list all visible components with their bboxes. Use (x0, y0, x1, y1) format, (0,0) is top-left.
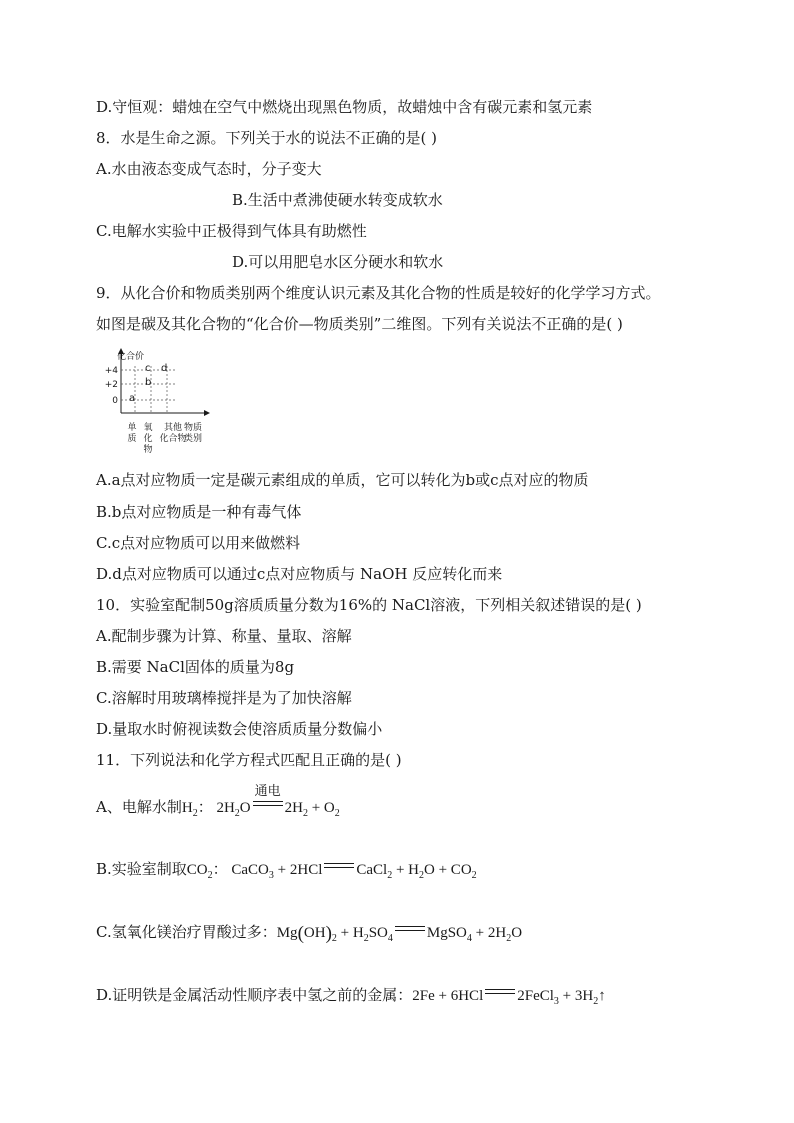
q10-option-c: C.溶解时用玻璃棒搅拌是为了加快溶解 (96, 689, 352, 707)
point-label-d: d (161, 363, 168, 374)
question-10: 10．实验室配制50g溶质质量分数为16%的 NaCl溶液，下列相关叙述错误的是( ) (96, 596, 642, 614)
q9-option-a: A.a点对应物质一定是碳元素组成的单质，它可以转化为b或c点对应的物质 (96, 471, 589, 489)
q11-option-c: C.氢氧化镁治疗胃酸过多：$Mg(OH)_2 + H_2SO_4$ MgSO$_4$ + $2H_2O$ (96, 923, 523, 944)
chart-x-categories (127, 421, 186, 455)
q9-option-d: D.d点对应物质可以通过c点对应物质与 NaOH 反应转化而来 (96, 565, 503, 583)
q11-a-condition: 通电 (254, 784, 281, 799)
q11-option-b: B.实验室制取$CO_2$： CaCO$_3$ + 2HCl CaCl$_2$ + $H_2O + CO_2$ (96, 860, 477, 881)
q11-b-label: B.实验室制取 (96, 860, 187, 878)
q8-option-b: B.生活中煮沸使硬水转变成软水 (232, 191, 443, 209)
y-tick-label: +4 (104, 366, 118, 376)
question-9: 9．从化合价和物质类别两个维度认识元素及其化合物的性质是较好的化学学习方式。 (96, 284, 661, 302)
valence-category-chart (100, 348, 215, 456)
q9-option-b: B.b点对应物质是一种有毒气体 (96, 503, 302, 521)
q8-option-c: C.电解水实验中正极得到气体具有助燃性 (96, 222, 367, 240)
question-9-cont: 如图是碳及其化合物的“化合价—物质类别”二维图。下列有关说法不正确的是( ) (96, 315, 623, 333)
y-tick-label: +2 (104, 380, 118, 390)
point-label-a: a (129, 393, 136, 404)
x-axis-arrow-icon (204, 410, 210, 416)
chart-y-ticks (105, 366, 119, 406)
chart-xlabel-bottom: 类别 (184, 434, 203, 444)
point-label-b: b (145, 377, 152, 388)
q8-option-d: D.可以用肥皂水区分硬水和软水 (232, 253, 444, 271)
point-label-c: c (145, 363, 151, 374)
y-tick-label: 0 (112, 396, 118, 406)
q11-option-a: A、电解水制$H_2$： $2H_2O$ 通电 $2H_2 + O_2$ (96, 796, 340, 825)
option-d-q7: D.守恒观：蜡烛在空气中燃烧出现黑色物质，故蜡烛中含有碳元素和氢元素 (96, 98, 593, 116)
x-category-label: 其他化合物 (159, 423, 187, 444)
q9-option-c: C.c点对应物质可以用来做燃料 (96, 534, 301, 552)
q11-c-label: C.氢氧化镁治疗胃酸过多： (96, 923, 277, 941)
x-category-label: 氧化物 (143, 423, 153, 455)
q11-d-label: D.证明铁是金属活动性顺序表中氢之前的金属： (96, 986, 413, 1004)
question-8: 8．水是生命之源。下列关于水的说法不正确的是( ) (96, 129, 438, 147)
q11-a-label: A、电解水制 (96, 798, 182, 816)
q11-option-d: D.证明铁是金属活动性顺序表中氢之前的金属：2Fe + 6HCl 2FeCl$_3$ + $3H_2↑$ (96, 986, 606, 1007)
q10-option-b: B.需要 NaCl固体的质量为8g (96, 658, 295, 676)
x-category-label: 单质 (127, 423, 137, 444)
chart-ylabel: 化合价 (117, 352, 145, 362)
question-11: 11．下列说法和化学方程式匹配且正确的是( ) (96, 751, 402, 769)
q10-option-d: D.量取水时俯视读数会使溶质质量分数偏小 (96, 720, 383, 738)
chart-xlabel-top: 物质 (184, 423, 203, 433)
q8-option-a: A.水由液态变成气态时，分子变大 (96, 160, 322, 178)
q10-option-a: A.配制步骤为计算、称量、量取、溶解 (96, 627, 352, 645)
